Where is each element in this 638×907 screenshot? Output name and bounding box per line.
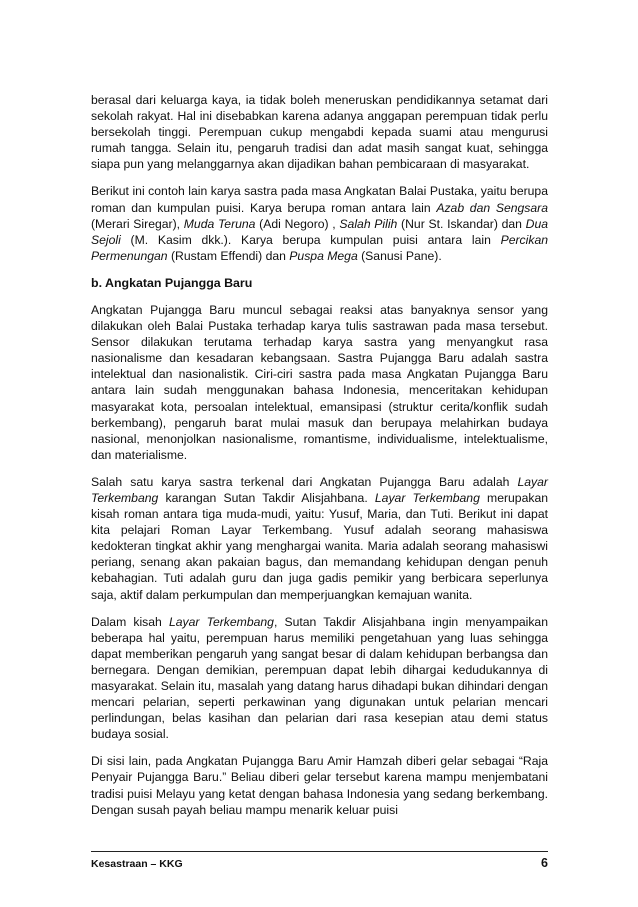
text-span: Dalam kisah (91, 614, 169, 629)
text-span: merupakan kisah roman antara tiga muda-mudi, yaitu: Yusuf, Maria, dan Tuti. Berikut ini dapat kita pelajari Roman Layar Terkembang. Yusuf adalah seorang mahasiswa kedokteran tingkat akhir yang menghargai wanita. Maria adalah seorang mahasiswi periang, senang akan pakaian bagus, dan memandang kehidupan dengan penuh kebahagian. Tuti adalah guru dan juga gadis pemikir yang berbicara seperlunya saja, aktif dalam perkumpulan dan memperjuangkan kemajuan wanita. (91, 490, 549, 602)
work-title: Puspa Mega (289, 248, 358, 263)
text-span: (Sanusi Pane). (357, 248, 442, 263)
document-body (91, 92, 548, 829)
footer-label: Kesastraan – KKG (91, 858, 183, 870)
text-span: , Sutan Takdir Alisjahbana ingin menyampaikan beberapa hal yaitu, perempuan harus memiliki pengetahuan yang luas sehingga dapat memberikan pengaruh yang sangat besar di dalam kehidupan berbangsa dan bernegara. Dengan demikian, perempuan dapat lebih dihargai kedudukannya di masyarakat. Selain itu, masalah yang datang harus dihadapi bukan dihindari dengan mencari pelarian, seperti perkawinan yang digunakan untuk pelarian mencari perlindungan, belas kasihan dan pelarian dari rasa kesepian atau demi status budaya sosial. (91, 614, 548, 742)
work-title: Muda Teruna (183, 216, 256, 231)
text-span: Salah satu karya sastra terkenal dari Angkatan Pujangga Baru adalah (91, 474, 518, 489)
text-span: (Adi Negoro) , (255, 216, 340, 231)
work-title: Percikan Permenungan (91, 232, 548, 263)
text-span: Berikut ini contoh lain karya sastra pada masa Angkatan Balai Pustaka, yaitu berupa roman dan kumpulan puisi. Karya berupa roman antara lain (91, 184, 548, 215)
work-title: Layar Terkembang (374, 490, 480, 505)
section-heading: b. Angkatan Pujangga Baru (91, 275, 253, 290)
text-span: karangan Sutan Takdir Alisjahbana. (158, 490, 375, 505)
paragraph-6: Di sisi lain, pada Angkatan Pujangga Baru Amir Hamzah diberi gelar sebagai “Raja Penyair Pujangga Baru.” Beliau diberi gelar tersebut karena mampu menjembatani tradisi puisi Melayu yang ketat dengan bahasa Indonesia yang sedang berkembang. Dengan susah payah beliau mampu menarik keluar puisi (91, 754, 548, 817)
paragraph-1: berasal dari keluarga kaya, ia tidak boleh meneruskan pendidikannya setamat dari sekolah rakyat. Hal ini disebabkan karena adanya anggapan perempuan tidak perlu bersekolah tinggi. Perempuan cukup mengabdi kepada suami atau mengurusi rumah tangga. Selain itu, pengaruh tradisi dan adat masih sangat kuat, sehingga siapa pun yang melanggarnya akan dijadikan bahan pembicaraan di masyarakat. (91, 93, 548, 172)
paragraph-5 (91, 614, 548, 743)
text-span: (M. Kasim dkk.). Karya berupa kumpulan puisi antara lain (120, 232, 501, 247)
text-span: (Merari Siregar), (91, 216, 184, 231)
work-title: Azab dan Sengsara (436, 200, 548, 215)
text-span: (Nur St. Iskandar) dan (397, 216, 526, 231)
paragraph-3: Angkatan Pujangga Baru muncul sebagai reaksi atas banyaknya sensor yang dilakukan oleh Balai Pustaka terhadap karya tulis sastrawan pada masa tersebut. Sensor dilakukan terutama terhadap karya sastra yang menyangkut rasa nasionalisme dan kesadaran kebangsaan. Sastra Pujangga Baru adalah sastra intelektual dan nasionalistik. Ciri-ciri sastra pada masa Angkatan Pujangga Baru antara lain sudah menggunakan bahasa Indonesia, menceritakan kehidupan masyarakat kota, persoalan intelektual, emansipasi (struktur cerita/konflik sudah berkembang), pengaruh barat mulai masuk dan berupaya melahirkan budaya nasional, menonjolkan nasionalisme, romantisme, individualisme, intelektualisme, dan materialisme. (91, 302, 548, 462)
paragraph-4 (91, 474, 548, 603)
work-title: Layar Terkembang (168, 614, 274, 629)
work-title: Dua Sejoli (91, 216, 549, 247)
work-title: Salah Pilih (339, 216, 398, 231)
page-footer (91, 851, 548, 870)
text-span: (Rustam Effendi) dan (167, 248, 290, 263)
paragraph-2 (91, 183, 548, 263)
work-title: Layar Terkembang (91, 474, 548, 505)
page-number: 6 (541, 856, 548, 870)
